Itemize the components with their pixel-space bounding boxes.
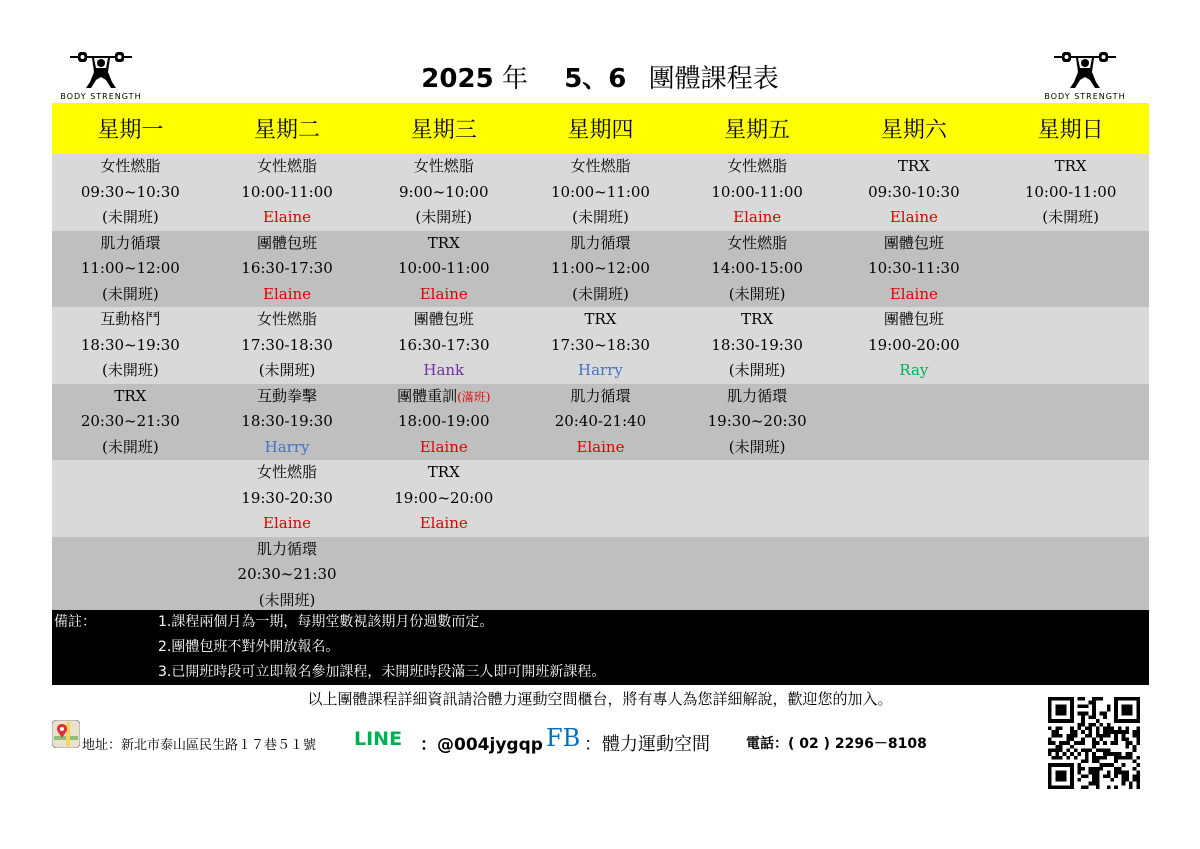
logo-text: BODY STRENGTH: [60, 92, 142, 101]
class-time: 20:30~21:30: [80, 412, 180, 430]
schedule-row: [52, 154, 1149, 231]
coach-name: (未開班): [1042, 208, 1099, 226]
schedule-cell: [365, 307, 522, 384]
logo-text: BODY STRENGTH: [1044, 92, 1126, 101]
coach-name: Ray: [899, 361, 929, 379]
schedule-cell: [209, 384, 366, 461]
class-name: 團體包班: [883, 310, 944, 328]
schedule-cell: [836, 307, 993, 384]
schedule-cell: [365, 537, 522, 614]
schedule-cell: [679, 231, 836, 308]
schedule-cell: [209, 231, 366, 308]
class-name: 團體包班: [257, 233, 318, 252]
class-time: 17:30-18:30: [241, 335, 333, 354]
day-header-row: [52, 103, 1149, 154]
coach-name: Hank: [423, 361, 465, 379]
page-title: [0, 58, 1200, 95]
contact-row: [52, 720, 952, 760]
note-item: 2.團體包班不對外開放報名。: [158, 639, 340, 655]
schedule-cell: [365, 384, 522, 461]
class-name: TRX: [584, 310, 617, 328]
coach-name: Elaine: [263, 284, 312, 303]
schedule-row: [52, 460, 1149, 537]
schedule-cell: [992, 460, 1149, 537]
schedule-cell: [52, 154, 209, 231]
class-name: 肌力循環: [100, 233, 161, 252]
coach-name: Elaine: [419, 437, 468, 456]
notes-panel: [52, 610, 1149, 685]
class-name: 女性燃脂: [257, 157, 318, 175]
schedule-cell: [209, 307, 366, 384]
class-time: 16:30-17:30: [241, 259, 333, 277]
class-name: 肌力循環: [257, 539, 318, 558]
schedule-cell: [992, 384, 1149, 461]
title-name: 團體課程表: [648, 64, 779, 94]
class-time: 19:30-20:30: [241, 488, 333, 507]
schedule-cell: [522, 154, 679, 231]
schedule-cell: [52, 384, 209, 461]
day-header: 星期六: [836, 103, 993, 154]
class-time: 19:00~20:00: [394, 488, 494, 507]
day-header: 星期四: [522, 103, 679, 154]
schedule-cell: [992, 231, 1149, 308]
coach-name: Elaine: [576, 437, 625, 456]
schedule-cell: [365, 460, 522, 537]
class-name: TRX: [427, 463, 460, 481]
coach-name: Harry: [578, 361, 623, 379]
schedule-cell: [679, 307, 836, 384]
full-badge: (滿班): [457, 389, 491, 404]
schedule-cell: [365, 231, 522, 308]
coach-name: (未開班): [415, 208, 473, 226]
class-time: 20:30~21:30: [237, 565, 337, 583]
schedule-cell: [209, 460, 366, 537]
qr-code-icon[interactable]: [1048, 697, 1140, 789]
class-name: 互動格鬥: [100, 310, 161, 328]
schedule-row: [52, 231, 1149, 308]
coach-name: Elaine: [889, 284, 938, 303]
coach-name: Elaine: [263, 514, 312, 532]
coach-name: (未開班): [728, 361, 786, 379]
schedule-cell: [52, 537, 209, 614]
class-time: 11:00~12:00: [80, 259, 180, 277]
coach-name: (未開班): [258, 590, 316, 609]
title-months: 5、6: [564, 64, 627, 94]
schedule-cell: [209, 537, 366, 614]
schedule-cell: [836, 231, 993, 308]
class-time: 9:00~10:00: [399, 182, 489, 201]
schedule-cell: [992, 307, 1149, 384]
class-name: 團體包班: [883, 233, 944, 252]
coach-name: (未開班): [101, 361, 159, 379]
class-name: 互動拳擊: [257, 386, 318, 405]
class-time: 09:30-10:30: [868, 182, 960, 201]
class-time: 18:30-19:30: [711, 335, 803, 354]
class-time: 10:00-11:00: [711, 182, 803, 201]
schedule-cell: [52, 460, 209, 537]
class-time: 19:00-20:00: [868, 335, 960, 354]
class-name: TRX: [897, 157, 930, 175]
schedule-table: [52, 103, 1149, 613]
fb-label: FB: [546, 724, 581, 752]
coach-name: Elaine: [889, 208, 938, 226]
schedule-cell: [992, 154, 1149, 231]
coach-name: (未開班): [572, 284, 629, 303]
schedule-row: [52, 307, 1149, 384]
schedule-cell: [522, 537, 679, 614]
notes-label: 備註：: [54, 614, 96, 630]
map-pin-icon: [52, 720, 80, 748]
class-name: 女性燃脂: [257, 463, 318, 481]
class-name: TRX: [1054, 157, 1087, 175]
title-year-unit: 年: [501, 64, 528, 94]
class-time: 14:00-15:00: [711, 259, 803, 277]
schedule-cell: [836, 460, 993, 537]
day-header: 星期五: [679, 103, 836, 154]
class-time: 10:00-11:00: [241, 182, 333, 201]
coach-name: Elaine: [419, 514, 468, 532]
schedule-cell: [679, 384, 836, 461]
class-name: 女性燃脂: [727, 157, 788, 175]
phone-text: 電話：( 02 ) 2296－8108: [746, 736, 927, 752]
class-name: 女性燃脂: [257, 310, 318, 328]
schedule-cell: [836, 537, 993, 614]
schedule-cell: [209, 154, 366, 231]
class-name: 女性燃脂: [727, 233, 788, 252]
coach-name: Elaine: [419, 284, 468, 303]
schedule-cell: [679, 154, 836, 231]
note-item: 1.課程兩個月為一期，每期堂數視該期月份週數而定。: [158, 614, 494, 630]
schedule-cell: [522, 384, 679, 461]
fb-name: ：體力運動空間: [584, 734, 710, 755]
class-time: 11:00~12:00: [550, 259, 650, 277]
schedule-cell: [836, 384, 993, 461]
class-time: 16:30-17:30: [397, 335, 490, 354]
schedule-cell: [52, 231, 209, 308]
class-time: 19:30~20:30: [707, 412, 807, 430]
class-name: TRX: [741, 310, 774, 328]
schedule-row: [52, 537, 1149, 614]
coach-name: (未開班): [572, 208, 629, 226]
address-text: 地址：新北市泰山區民生路１７巷５１號: [82, 738, 317, 753]
schedule-cell: [679, 537, 836, 614]
class-time: 09:30~10:30: [80, 182, 180, 201]
class-name: 肌力循環: [570, 233, 631, 252]
class-time: 10:30-11:30: [868, 259, 960, 277]
class-name: 女性燃脂: [413, 157, 474, 175]
schedule-cell: [52, 307, 209, 384]
class-time: 20:40-21:40: [554, 412, 647, 430]
class-name: 團體包班: [413, 310, 474, 328]
class-time: 18:30~19:30: [80, 335, 180, 354]
coach-name: (未開班): [728, 437, 786, 456]
class-time: 17:30~18:30: [550, 335, 650, 354]
class-name: 肌力循環: [727, 386, 788, 405]
class-time: 18:00-19:00: [397, 412, 490, 430]
schedule-row: [52, 384, 1149, 461]
day-header: 星期日: [992, 103, 1149, 154]
day-header: 星期三: [365, 103, 522, 154]
schedule-cell: [522, 307, 679, 384]
coach-name: Elaine: [263, 208, 312, 226]
line-id: ：@004jygqp: [420, 735, 543, 755]
schedule-cell: [522, 231, 679, 308]
schedule-cell: [679, 460, 836, 537]
coach-name: (未開班): [101, 437, 159, 456]
class-name: TRX: [427, 233, 460, 252]
info-text: 以上團體課程詳細資訊請洽體力運動空間櫃台，將有專人為您詳細解說，歡迎您的加入。: [307, 690, 893, 708]
day-header: 星期一: [52, 103, 209, 154]
coach-name: (未開班): [101, 208, 159, 226]
class-name: 團體重訓(滿班): [397, 386, 491, 405]
class-time: 18:30-19:30: [241, 412, 333, 430]
note-item: 3.已開班時段可立即報名參加課程，未開班時段滿三人即可開班新課程。: [158, 664, 606, 680]
coach-name: (未開班): [728, 284, 786, 303]
title-year: 2025: [421, 64, 494, 94]
class-name: 肌力循環: [570, 386, 631, 405]
schedule-cell: [992, 537, 1149, 614]
class-time: 10:00-11:00: [1024, 182, 1117, 201]
coach-name: Elaine: [733, 208, 782, 226]
class-name: TRX: [114, 386, 147, 405]
class-time: 10:00-11:00: [397, 259, 490, 277]
schedule-cell: [836, 154, 993, 231]
schedule-cell: [522, 460, 679, 537]
coach-name: Harry: [264, 437, 310, 456]
class-time: 10:00~11:00: [550, 182, 650, 201]
coach-name: (未開班): [258, 361, 316, 379]
schedule-cell: [365, 154, 522, 231]
line-label: LINE: [354, 728, 403, 750]
coach-name: (未開班): [101, 284, 159, 303]
day-header: 星期二: [209, 103, 366, 154]
class-name: 女性燃脂: [570, 157, 631, 175]
class-name: 女性燃脂: [100, 157, 161, 175]
